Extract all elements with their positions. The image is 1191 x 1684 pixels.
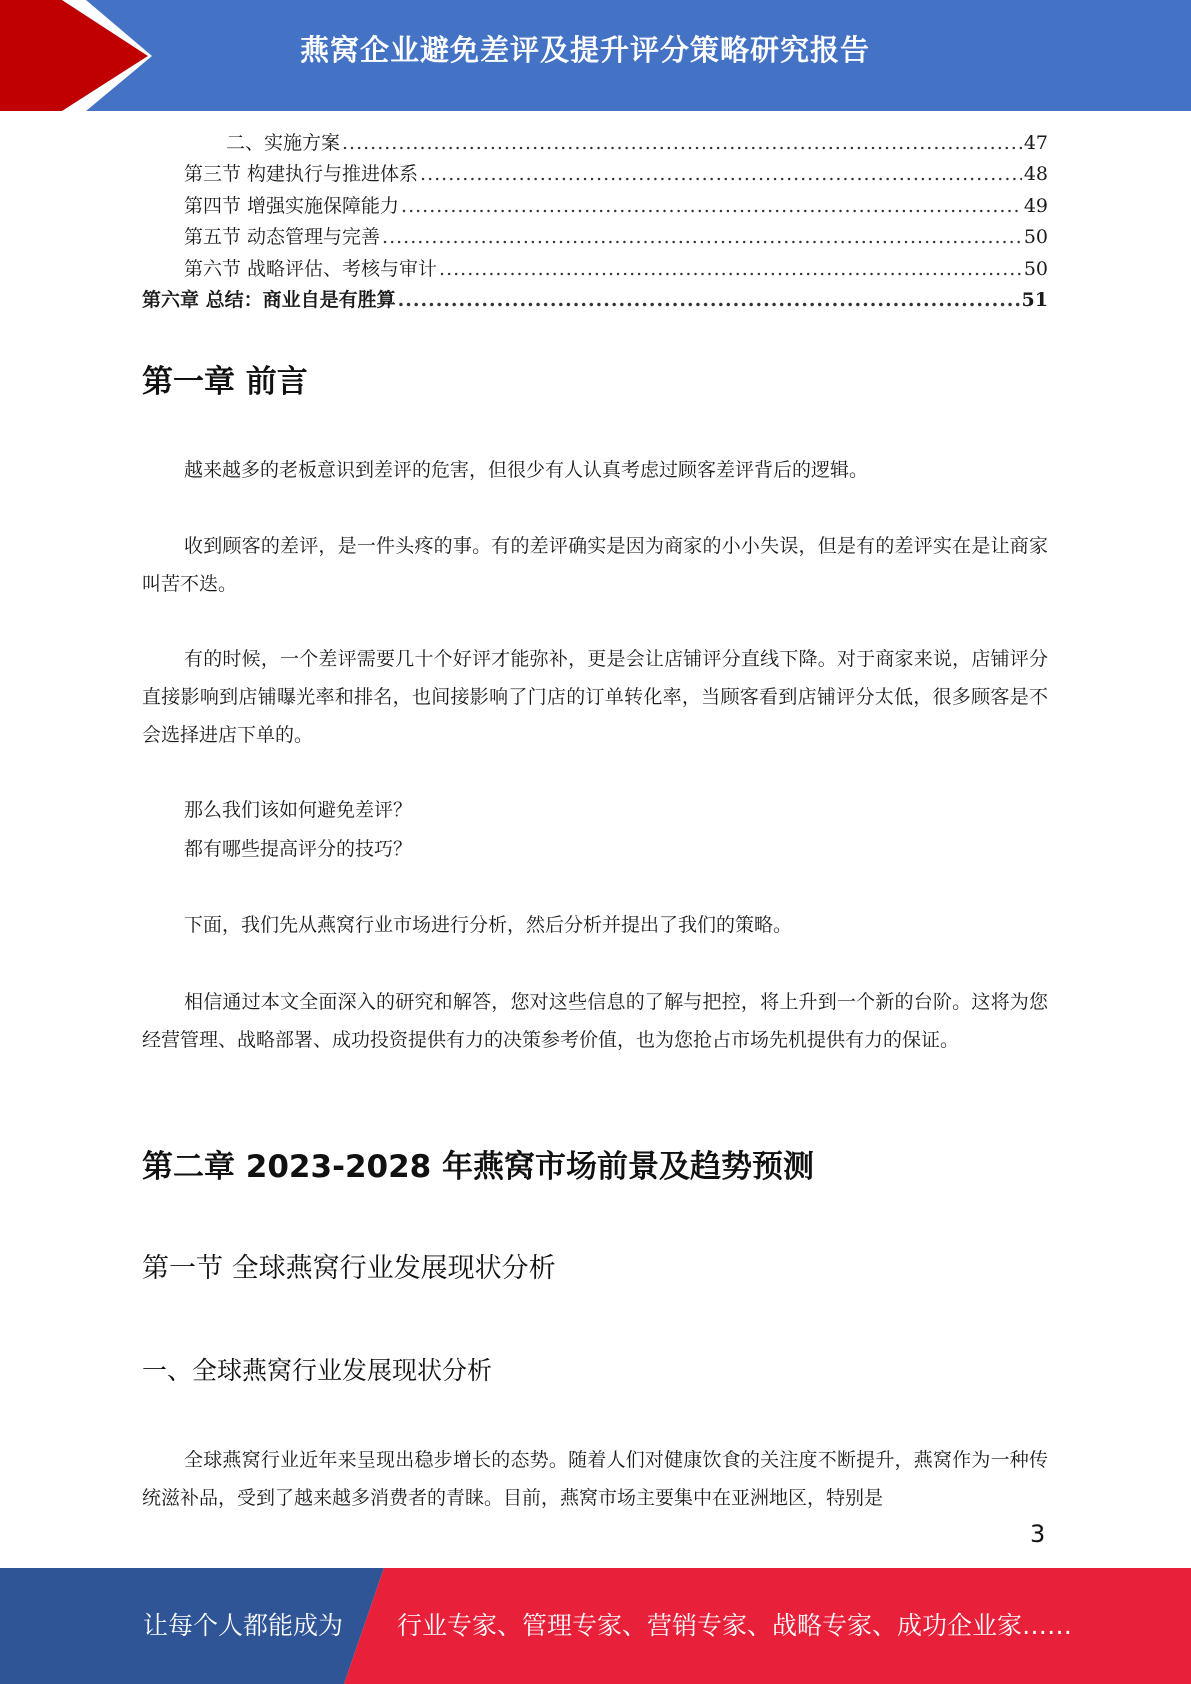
- toc-entry-text: 第三节 构建执行与推进体系: [184, 163, 419, 186]
- paragraph: 越来越多的老板意识到差评的危害，但很少有人认真考虑过顾客差评背后的逻辑。: [184, 459, 869, 481]
- toc-entry-page: 50: [1023, 226, 1048, 249]
- header-banner: [0, 0, 1191, 111]
- toc-entry[interactable]: [142, 128, 1048, 159]
- header-title: 燕窝企业避免差评及提升评分策略研究报告: [300, 33, 871, 67]
- toc-entry-text: 第五节 动态管理与完善: [184, 226, 381, 249]
- chapter-2-heading: 第二章 2023-2028 年燕窝市场前景及趋势预测: [142, 1149, 815, 1185]
- paragraph: 那么我们该如何避免差评？: [184, 799, 413, 821]
- paragraph: 收到顾客的差评，是一件头疼的事。有的差评确实是因为商家的小小失误，但是有的差评实在是让商家叫苦不迭。: [142, 535, 1048, 595]
- footer-slogan-right: 行业专家、管理专家、营销专家、战略专家、成功企业家……: [397, 1611, 1073, 1640]
- toc-leader-dots: [342, 132, 1022, 154]
- paragraph: 全球燕窝行业近年来呈现出稳步增长的态势。随着人们对健康饮食的关注度不断提升，燕窝作为一种传统滋补品，受到了越来越多消费者的青睐。目前，燕窝市场主要集中在亚洲地区，特别是: [142, 1449, 1048, 1509]
- toc-leader-dots: [401, 195, 1022, 217]
- toc-leader-dots: [398, 289, 1020, 311]
- toc-entry[interactable]: [142, 222, 1048, 253]
- page-number: 3: [1030, 1520, 1046, 1548]
- toc-entry-page: 51: [1021, 288, 1048, 311]
- toc-entry-text: 第四节 增强实施保障能力: [184, 194, 400, 217]
- toc-entry-page: 50: [1023, 257, 1048, 280]
- toc-entry[interactable]: [142, 285, 1048, 316]
- table-of-contents: [142, 128, 1048, 316]
- toc-leader-dots: [439, 258, 1022, 280]
- toc-entry-page: 49: [1023, 194, 1048, 217]
- toc-entry-text: 第六节 战略评估、考核与审计: [184, 257, 438, 280]
- paragraph: 下面，我们先从燕窝行业市场进行分析，然后分析并提出了我们的策略。: [184, 914, 793, 936]
- paragraph: 有的时候，一个差评需要几十个好评才能弥补，更是会让店铺评分直线下降。对于商家来说，店铺评分直接影响到店铺曝光率和排名，也间接影响了门店的订单转化率，当顾客看到店铺评分太低，很多顾客是不会选择进店下单的。: [142, 648, 1048, 746]
- paragraph: 相信通过本文全面深入的研究和解答，您对这些信息的了解与把控，将上升到一个新的台阶。这将为您经营管理、战略部署、成功投资提供有力的决策参考价值，也为您抢占市场先机提供有力的保证。: [142, 991, 1048, 1051]
- section-heading: 第一节 全球燕窝行业发展现状分析: [142, 1253, 556, 1284]
- subsection-heading: 一、全球燕窝行业发展现状分析: [142, 1356, 493, 1385]
- toc-leader-dots: [382, 226, 1022, 248]
- chapter-1-heading: 第一章 前言: [142, 364, 308, 400]
- toc-entry-text: 第六章 总结：商业自是有胜算: [142, 288, 396, 311]
- paragraph: 都有哪些提高评分的技巧？: [184, 838, 413, 860]
- toc-entry-text: 二、实施方案: [226, 132, 341, 154]
- toc-entry-page: 47: [1023, 132, 1048, 154]
- toc-entry[interactable]: [142, 159, 1048, 190]
- toc-entry-page: 48: [1023, 163, 1048, 186]
- toc-entry[interactable]: [142, 191, 1048, 222]
- toc-entry[interactable]: [142, 254, 1048, 285]
- footer-banner: [0, 1568, 1191, 1684]
- toc-leader-dots: [420, 163, 1022, 185]
- footer-slogan-left: 让每个人都能成为: [143, 1611, 344, 1640]
